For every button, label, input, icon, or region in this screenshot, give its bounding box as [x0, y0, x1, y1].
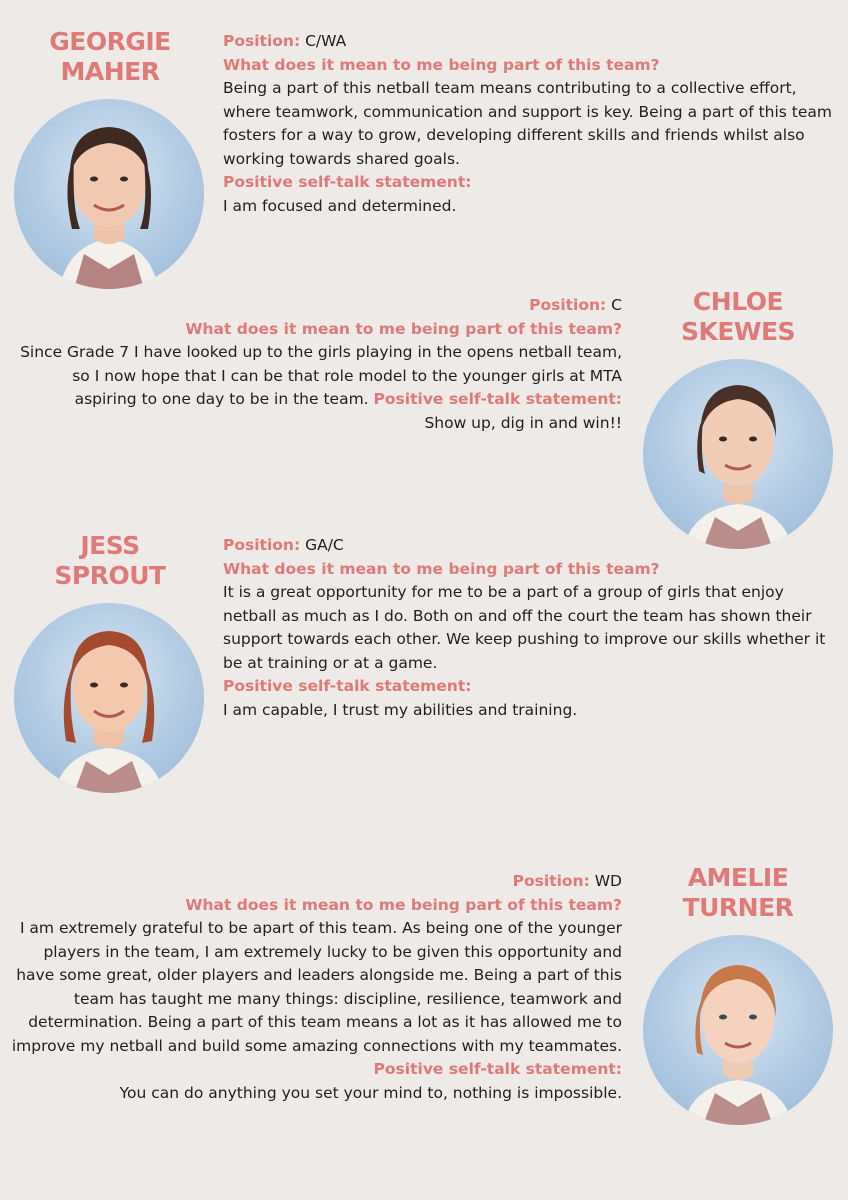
selftalk-heading: Positive self-talk statement: [373, 390, 622, 408]
profile-text-chloe-skewes [10, 294, 622, 435]
question-heading: What does it mean to me being part of this team? [185, 319, 622, 338]
profile-name-jess-sprout: JESS SPROUT [54, 531, 166, 590]
profile-text-georgie-maher [223, 30, 835, 218]
profile-text-amelie-turner [10, 870, 622, 1105]
answer-text: Being a part of this netball team means contributing to a collective effort, where teamwork, communication and support is key. Being a part of this team fosters for a way to grow, developing different skills and friends whilst also working towards shared goals. [223, 79, 833, 168]
profile-name-georgie-maher: GEORGIE MAHER [49, 27, 171, 86]
selftalk-text: I am focused and determined. [223, 196, 457, 215]
selftalk-text: You can do anything you set your mind to, nothing is impossible. [119, 1083, 622, 1102]
question-heading: What does it mean to me being part of this team? [223, 559, 660, 578]
profile-name-amelie-turner: AMELIE TURNER [682, 863, 794, 922]
question-heading: What does it mean to me being part of this team? [185, 895, 622, 914]
position-line: Position: C/WA [223, 32, 347, 50]
answer-text: It is a great opportunity for me to be a part of a group of girls that enjoy netball as much as I do. Both on and off the court the team has shown their support towards each other. We keep pushing to improve our skills whether it be at training or at a game. [223, 583, 826, 672]
selftalk-heading: Positive self-talk statement: [223, 173, 472, 191]
selftalk-text: I am capable, I trust my abilities and training. [223, 700, 578, 719]
selftalk-text: Show up, dig in and win!! [424, 413, 622, 432]
answer-text: Since Grade 7 I have looked up to the girls playing in the opens netball team, so I now hope that I can be that role model to the younger girls at MTA aspiring to one day to be in the team. Positive self-talk statement: [20, 343, 622, 408]
answer-text: I am extremely grateful to be apart of this team. As being one of the younger players in the team, I am extremely lucky to be given this opportunity and have some great, older players and leaders alongside me. Being a part of this team has taught me many things: discipline, resilience, teamwork and determination. Being a part of this team means a lot as it has allowed me to improve my netball and build some amazing connections with my teammates. [11, 919, 622, 1055]
position-line: Position: GA/C [223, 536, 344, 554]
question-heading: What does it mean to me being part of this team? [223, 55, 660, 74]
position-line: Position: WD [512, 872, 622, 890]
profile-photo-georgie-maher [14, 99, 204, 289]
profile-photo-amelie-turner [643, 935, 833, 1125]
selftalk-heading: Positive self-talk statement: [223, 677, 472, 695]
position-line: Position: C [529, 296, 622, 314]
selftalk-heading: Positive self-talk statement: [373, 1060, 622, 1078]
profile-name-chloe-skewes: CHLOE SKEWES [680, 287, 796, 346]
profile-photo-chloe-skewes [643, 359, 833, 549]
profile-text-jess-sprout [223, 534, 835, 722]
profile-photo-jess-sprout [14, 603, 204, 793]
